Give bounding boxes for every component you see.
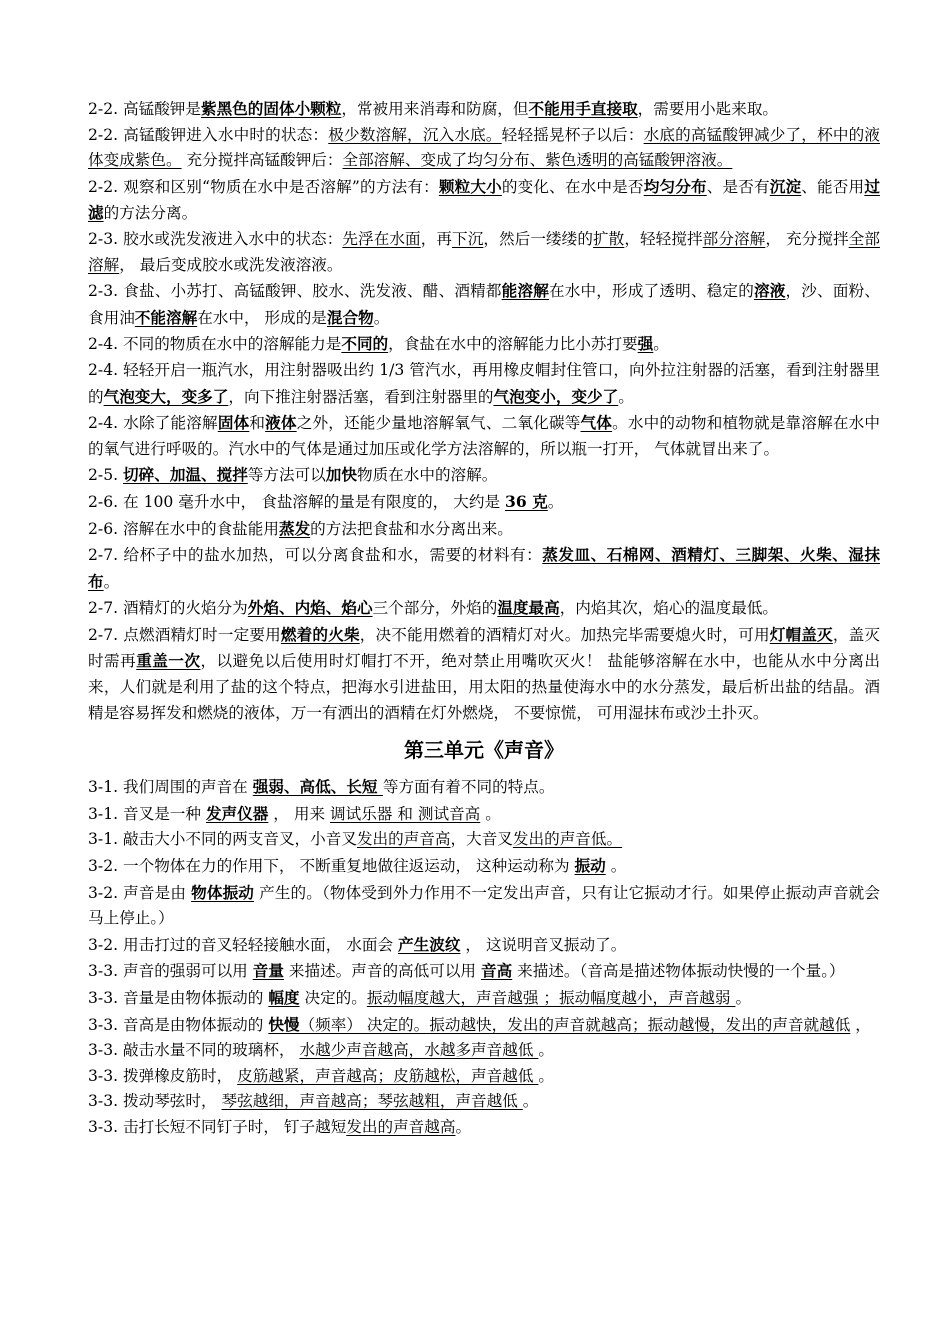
emphasis-text: 水越少声音越高，水越多声音越低 [299, 1041, 539, 1060]
text-run: 。 [618, 387, 634, 406]
emphasis-text: 固体 [217, 413, 250, 433]
text-run: 。 [538, 1066, 554, 1085]
paragraph [88, 801, 880, 828]
text-run: 3-2. 声音是由 [88, 883, 192, 902]
text-run: 2-4. 水除了能溶解 [88, 414, 218, 433]
text-run: 3-2. 一个物体在力的作用下， 不断重复地做往返运动， 这种运动称为 [88, 857, 575, 876]
text-run: 3-3. 敲击水量不同的玻璃杯， [88, 1041, 300, 1060]
paragraph [88, 958, 880, 985]
emphasis-text: 物体振动 [191, 882, 255, 902]
text-run: ，常被用来消毒和防腐，但 [341, 100, 529, 118]
emphasis-text: 先浮在水面 [342, 229, 421, 248]
text-run: 3-3. 拨动琴弦时， [88, 1092, 222, 1111]
text-run: 。 [455, 1117, 472, 1136]
text-run: ，向下推注射器活塞，看到注射器里的 [228, 387, 494, 406]
paragraph [88, 1115, 880, 1141]
text-run: 的方法分离。 [103, 204, 198, 223]
text-run: 等方法可以 [247, 466, 326, 485]
emphasis-text: 颗粒大小 [438, 176, 502, 196]
paragraph [88, 123, 880, 174]
text-run: 3-2. 用击打过的音叉轻轻接触水面， 水面会 [88, 935, 399, 954]
emphasis-text: 强 [637, 334, 654, 354]
text-run: 在水中， 形成的是 [197, 308, 327, 327]
paragraph [88, 462, 880, 489]
paragraph [88, 985, 880, 1012]
text-run: 。 [653, 335, 669, 354]
text-run: 2-6. 溶解在水中的食盐能用 [88, 519, 279, 538]
text-run: ，内焰其次，焰心的温度最低。 [559, 599, 779, 618]
emphasis-text: 燃着的火柴 [280, 624, 360, 644]
text-run: ，沙、面粉、食用油 [88, 282, 880, 327]
paragraph [88, 96, 880, 123]
text-run: 轻轻摇晃杯子以后： [501, 125, 644, 144]
paragraph [88, 853, 880, 880]
text-run: ， [850, 1015, 871, 1034]
text-run: 来描述。声音的高低可以用 [283, 962, 481, 981]
emphasis-text: 扩散 [593, 229, 625, 248]
text-run: 3-3. 击打长短不同钉子时， 钉子越短 [88, 1117, 347, 1136]
paragraph [88, 516, 880, 543]
text-run: 2-4. 不同的物质在水中的溶解能力是 [88, 335, 342, 354]
text-run: 、能否用 [801, 177, 865, 196]
text-run: 物质在水中的溶解。 [356, 466, 498, 485]
text-run: 。 [605, 857, 627, 876]
text-run: 3-1. 敲击大小不同的两支音叉，小音叉 [88, 830, 357, 849]
paragraph [88, 542, 880, 595]
text-run: 决定的。 [299, 989, 367, 1007]
paragraph [88, 932, 880, 959]
emphasis-text: 蒸发 [278, 518, 311, 538]
text-run: ，决不能用燃着的酒精灯对火。加热完毕需要熄火时，可用 [359, 625, 770, 644]
emphasis-text: 产生波纹 [398, 934, 461, 954]
text-run: 。 [522, 1092, 539, 1111]
text-run: ，轻轻搅拌 [624, 229, 703, 248]
text-run: 2-6. 在 100 毫升水中， 食盐溶解的量是有限度的， 大约是 [88, 492, 506, 511]
paragraph [88, 1089, 880, 1115]
emphasis-text: 快慢 [268, 1014, 300, 1034]
emphasis-text: 灯帽盖灭 [769, 624, 833, 644]
emphasis-text: 重盖一次 [136, 651, 201, 671]
text-run: 2-2. 高锰酸钾是 [88, 100, 201, 118]
emphasis-text: （频率） 决定的。 [299, 1015, 430, 1034]
text-run: 3-3. 声音的强弱可以用 [88, 962, 253, 981]
emphasis-text: 水底的高锰酸钾减少了，杯中的液体变成紫色。 [88, 125, 880, 170]
text-run: ， 用来 [268, 804, 330, 823]
emphasis-text: 琴弦越细，声音越高；琴弦越粗，声音越低 [221, 1092, 523, 1111]
emphasis-text: 蒸发皿、石棉网、酒精灯、三脚架、火柴、湿抹布 [88, 545, 880, 591]
paragraph [88, 227, 880, 278]
emphasis-text: 气泡变小，变少了 [493, 386, 619, 406]
text-run: 3-1. 音叉是一种 [88, 804, 206, 823]
text-run: 2-7. 给杯子中的盐水加热，可以分离食盐和水，需要的材料有： [88, 546, 543, 565]
text-run: 。 [538, 1041, 554, 1060]
emphasis-text: 皮筋越紧，声音越高；皮筋越松，声音越低 [237, 1066, 539, 1085]
emphasis-text: 能溶解 [501, 281, 549, 301]
emphasis-text: 不同的 [341, 334, 389, 354]
text-run: 的变化、在水中是否 [501, 177, 644, 196]
emphasis-text: 振动越快，发出的声音就越高；振动越慢，发出的声音就越低 [429, 1015, 851, 1034]
text-run: 三个部分，外焰的 [372, 599, 498, 618]
paragraph [88, 358, 880, 410]
text-run: ，以避免以后使用时灯帽打不开，绝对禁止用嘴吹灭火！ 盐能够溶解在水中，也能从水中分离出来，人们就是利用了盐的这个特点，把海水引进盐田，用太阳的热量使海水中的水分蒸发，最后析出盐的结晶。酒精是容易挥发和燃烧的液体，万一有洒出的酒精在灯外燃烧， 不要惊慌， 可用湿抹布或沙土扑灭。 [88, 652, 880, 722]
text-run: 2-7. 酒精灯的火焰分为 [88, 599, 248, 618]
emphasis-text: 加快 [325, 465, 357, 485]
paragraph [88, 410, 880, 462]
unit3-section [88, 774, 880, 1140]
text-run: ，大音叉 [450, 830, 513, 849]
text-run: 2-3. 食盐、小苏打、高锰酸钾、胶水、洗发液、醋、酒精都 [88, 282, 502, 301]
text-run: ，食盐在水中的溶解能力比小苏打要 [388, 335, 638, 354]
text-run: 。 [735, 989, 752, 1007]
emphasis-text: 音量 [252, 961, 284, 981]
text-run: ， 充分搅拌 [765, 229, 849, 248]
text-run: 等方面有着不同的特点。 [382, 778, 555, 797]
text-run: 来描述。（音高是描述物体振动快慢的一个量。） [512, 962, 845, 981]
text-run: 3-1. 我们周围的声音在 [88, 778, 253, 797]
paragraph [88, 1038, 880, 1064]
paragraph [88, 174, 880, 227]
paragraph [88, 331, 880, 358]
text-run: 2-7. 点燃酒精灯时一定要用 [88, 625, 281, 644]
text-run: 3-3. 音量是由物体振动的 [88, 989, 269, 1007]
text-run: ，盖灭时需再 [88, 625, 880, 671]
emphasis-text: 下沉 [452, 229, 484, 248]
emphasis-text: 发出的声音低。 [512, 830, 623, 849]
text-run: 3-3. 音高是由物体振动的 [88, 1015, 269, 1034]
text-run: 2-2. 高锰酸钾进入水中时的状态： [88, 125, 329, 144]
emphasis-text: 不能溶解 [134, 307, 198, 327]
text-run: 在水中，形成了透明、稳定的 [548, 282, 754, 301]
emphasis-text: 溶液 [753, 281, 786, 301]
unit3-heading: 第三单元《声音》 [404, 738, 564, 763]
emphasis-text: 振动幅度越大，声音越强 ；振动幅度越小，声音越弱 [366, 989, 736, 1007]
text-run: 充分搅拌高锰酸钾后： [181, 151, 343, 170]
paragraph [88, 622, 880, 726]
emphasis-text: 气体 [580, 413, 613, 433]
text-run: 和 [249, 414, 266, 433]
emphasis-text: 紫黑色的固体小颗粒 [201, 99, 342, 118]
emphasis-text: 发出的声音越高 [346, 1117, 456, 1136]
emphasis-text: 振动 [574, 856, 606, 876]
text-run: 。 [480, 804, 501, 823]
text-run: 的方法把食盐和水分离出来。 [310, 519, 513, 538]
paragraph [88, 1064, 880, 1090]
unit2-section [88, 96, 880, 726]
paragraph [88, 880, 880, 932]
text-run: 之外，还能少量地溶解氧气、二氧化碳等 [296, 414, 581, 433]
text-run: ，然后一缕缕的 [483, 229, 593, 248]
emphasis-text: 均匀分布 [643, 176, 707, 196]
text-run: 2-2. 观察和区别“物质在水中是否溶解”的方法有： [88, 177, 439, 196]
text-run: ，需要用小匙来取。 [637, 100, 779, 118]
text-run: ， 最后变成胶水或洗发液溶液。 [119, 255, 343, 274]
paragraph [88, 278, 880, 331]
text-run: 2-4. 轻轻开启一瓶汽水，用注射器吸出约 1/3 管汽水，再用橡皮帽封住管口，向外拉注射器的活塞，看到注射器里的 [88, 360, 880, 406]
text-run: 。 [373, 308, 390, 327]
paragraph [88, 489, 880, 516]
emphasis-text: 幅度 [268, 988, 300, 1007]
emphasis-text: 极少数溶解，沉入水底。 [328, 125, 502, 144]
emphasis-text: 音高 [480, 961, 513, 981]
emphasis-text: 强弱、高低、长短 [252, 777, 383, 797]
emphasis-text: 发声仪器 [205, 803, 269, 823]
emphasis-text: 切碎、加温、搅拌 [123, 465, 248, 485]
paragraph [88, 827, 880, 853]
emphasis-text: 部分溶解 [702, 229, 766, 248]
text-run: ， 这说明音叉振动了。 [460, 935, 627, 954]
text-run: 。水中的动物和植物就是靠溶解在水中的氧气进行呼吸的。汽水中的气体是通过加压或化学方法溶解的，所以瓶一打开， 气体就冒出来了。 [88, 414, 880, 458]
text-run: 产生的。（物体受到外力作用不一定发出声音，只有让它振动才行。如果停止振动声音就会马上停止。） [88, 883, 880, 928]
text-run: 3-3. 拨弹橡皮筋时， [88, 1066, 238, 1085]
text-run: 、是否有 [706, 177, 770, 196]
text-run: 。 [103, 572, 120, 591]
emphasis-text: 沉淀 [769, 176, 802, 196]
emphasis-text: 全部溶解、变成了均匀分布、紫色透明的高锰酸钾溶液。 [342, 151, 733, 170]
emphasis-text: 温度最高 [497, 598, 560, 618]
emphasis-text: 液体 [265, 413, 297, 433]
document-page [88, 96, 880, 1141]
emphasis-text: 发出的声音高 [356, 830, 451, 849]
text-run: ，再 [420, 229, 453, 248]
paragraph [88, 774, 880, 801]
text-run: 2-3. 胶水或洗发液进入水中的状态： [88, 229, 343, 248]
emphasis-text: 过滤 [88, 176, 880, 223]
text-run: 。 [547, 492, 564, 511]
emphasis-text: 外焰、内焰、焰心 [247, 598, 373, 618]
emphasis-text: 调试乐器 和 测试音高 [330, 804, 481, 823]
emphasis-text: 36 克 [505, 491, 548, 511]
text-run: 2-5. [88, 466, 124, 485]
emphasis-text: 全部溶解 [88, 229, 880, 274]
paragraph [88, 1012, 880, 1039]
paragraph [88, 595, 880, 622]
emphasis-text: 气泡变大，变多了 [103, 386, 229, 406]
emphasis-text: 混合物 [326, 307, 374, 327]
emphasis-text: 不能用手直接取 [528, 99, 638, 118]
